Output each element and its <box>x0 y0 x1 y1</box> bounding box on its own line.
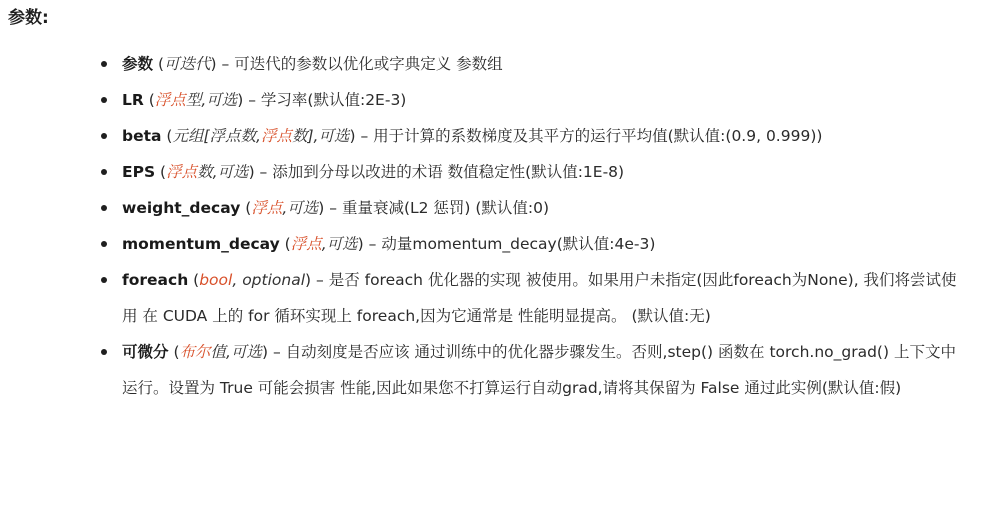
param-type <box>166 163 248 181</box>
param-type-post: ,可选 <box>321 235 358 253</box>
param-type-post: 型,可选 <box>185 91 238 109</box>
param-close-paren: ) <box>305 271 316 289</box>
param-item-foreach <box>96 262 964 334</box>
param-description: 用于计算的系数梯度及其平方的运行平均值(默认值:(0.9, 0.999)) <box>373 127 823 145</box>
bullet-icon <box>101 133 107 139</box>
param-dash: – <box>268 343 286 361</box>
param-open-paren: ( <box>155 163 167 181</box>
param-item-params <box>96 46 964 82</box>
param-description: 可迭代的参数以优化或字典定义 参数组 <box>234 55 503 73</box>
param-dash: – <box>316 271 329 289</box>
param-dash: – <box>363 235 382 253</box>
bullet-icon <box>101 277 107 283</box>
param-type-post: 数,可选 <box>197 163 249 181</box>
param-open-paren: ( <box>188 271 200 289</box>
param-name: weight_decay <box>122 199 241 217</box>
param-open-paren: ( <box>240 199 252 217</box>
param-item-differentiable <box>96 334 964 406</box>
param-type <box>172 127 349 145</box>
param-open-paren: ( <box>168 343 180 361</box>
param-type-link[interactable]: 浮点 <box>290 235 322 253</box>
param-dash: – <box>254 163 273 181</box>
param-type-link[interactable]: bool <box>199 271 233 289</box>
param-description: 学习率(默认值:2E-3) <box>260 91 407 109</box>
param-name: LR <box>122 91 144 109</box>
param-type <box>164 55 211 73</box>
bullet-icon <box>101 169 107 175</box>
param-type-post: 值,可选 <box>210 343 262 361</box>
param-open-paren: ( <box>143 91 155 109</box>
param-description: 是否 foreach 优化器的实现 被使用。如果用户未指定(因此foreach为None), 我们将尝试使用 在 CUDA 上的 for 循环实现上 foreach,因为它通常是 性能明显提高。 (默认值:无) <box>122 271 957 325</box>
param-name: 参数 <box>122 55 154 73</box>
param-open-paren: ( <box>153 55 164 73</box>
parameter-list <box>96 46 964 406</box>
param-item-lr <box>96 82 964 118</box>
param-type-link[interactable]: 浮点 <box>260 127 292 145</box>
param-close-paren: ) <box>248 163 255 181</box>
bullet-icon <box>101 205 107 211</box>
param-dash: – <box>324 199 342 217</box>
param-name: EPS <box>122 163 156 181</box>
param-name: 可微分 <box>122 343 169 361</box>
param-dash: – <box>221 55 235 73</box>
param-item-weight-decay <box>96 190 964 226</box>
param-type-pre: 可迭代 <box>164 55 211 73</box>
param-type <box>180 343 262 361</box>
param-type <box>291 235 358 253</box>
bullet-icon <box>101 61 107 67</box>
param-type-post: ,可选 <box>282 199 319 217</box>
param-close-paren: ) <box>210 55 222 73</box>
param-item-momentum-decay <box>96 226 964 262</box>
param-close-paren: ) <box>357 235 364 253</box>
param-type-post: 数],可选 <box>291 127 350 145</box>
bullet-icon <box>101 97 107 103</box>
param-description: 重量衰减(L2 惩罚) (默认值:0) <box>341 199 550 217</box>
section-title: 参数: <box>8 8 49 28</box>
param-close-paren: ) <box>349 127 356 145</box>
param-name: foreach <box>122 271 189 289</box>
param-description: 自动刻度是否应该 通过训练中的优化器步骤发生。否则,step() 函数在 torch.no_grad() 上下文中运行。设置为 True 可能会损害 性能,因此如果您不打算运行自动grad,请将其保留为 False 通过此实例(默认值:假) <box>122 343 956 397</box>
param-type-link[interactable]: 布尔 <box>179 343 211 361</box>
param-type-link[interactable]: 浮点 <box>251 199 283 217</box>
param-open-paren: ( <box>279 235 291 253</box>
param-dash: – <box>355 127 374 145</box>
param-type-link[interactable]: 浮点 <box>154 91 186 109</box>
param-item-beta <box>96 118 964 154</box>
param-close-paren: ) <box>318 199 325 217</box>
param-name: momentum_decay <box>122 235 280 253</box>
bullet-icon <box>101 241 107 247</box>
param-type-link[interactable]: 浮点 <box>166 163 198 181</box>
param-description: 添加到分母以改进的术语 数值稳定性(默认值:1E-8) <box>272 163 625 181</box>
param-close-paren: ) <box>237 91 244 109</box>
param-type <box>199 271 305 289</box>
param-type-pre: 元组[浮点数, <box>172 127 261 145</box>
param-type <box>155 91 237 109</box>
bullet-icon <box>101 349 107 355</box>
param-open-paren: ( <box>161 127 173 145</box>
param-description: 动量momentum_decay(默认值:4e-3) <box>381 235 656 253</box>
param-close-paren: ) <box>261 343 269 361</box>
param-item-eps <box>96 154 964 190</box>
param-name: beta <box>122 127 162 145</box>
param-type <box>251 199 318 217</box>
param-type-post: , optional <box>232 271 306 289</box>
param-dash: – <box>243 91 261 109</box>
